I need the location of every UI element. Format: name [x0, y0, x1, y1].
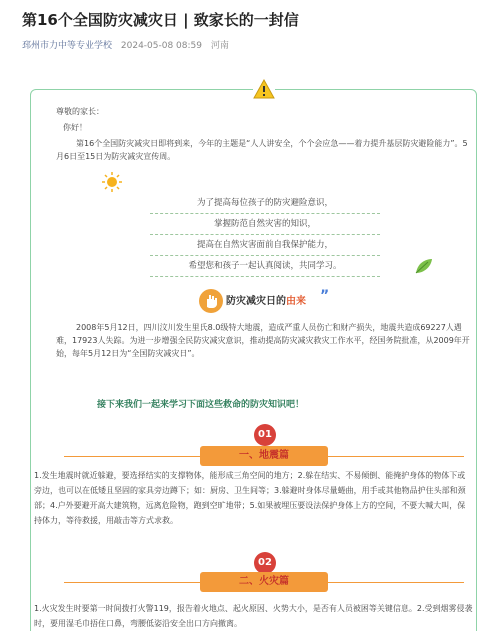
section-divider [64, 456, 200, 457]
learn-callout: 接下来我们一起来学习下面这些救命的防灾知识吧！ [97, 400, 305, 410]
section-title: 二、火灾篇 [200, 572, 328, 592]
section-divider [328, 456, 464, 457]
origin-text: 2008年5月12日，四川汶川发生里氏8.0级特大地震，造成严重人员伤亡和财产损失，地震共造成69227人遇难，17923人失踪。为进一步增强全民防灾减灾意识，推动提高防灾减灾救灾工作水平，经国务院批准，从2009年开始，每年5月12日为“全国防灾减灾日”。 [56, 323, 470, 358]
leaf-icon [414, 257, 434, 275]
letter-hello: 你好！ [63, 123, 87, 132]
article-meta [22, 38, 229, 51]
section-body: 1.火灾发生时要第一时间拨打火警119，报告着火地点、起火原因、火势大小，是否有人员被困等关键信息。2.受到烟雾侵袭时，要用湿毛巾捂住口鼻，弯腰低姿沿安全出口方向撤离。 [34, 604, 473, 628]
section-title: 一、地震篇 [200, 446, 328, 466]
publish-date: 2024-05-08 08:59 [120, 41, 202, 51]
origin-title-prefix: 防灾减灾日的 [226, 296, 286, 307]
poem-line: 掌握防范自然灾害的知识， [150, 216, 380, 235]
article-title: 第16个全国防灾减灾日 | 致家长的一封信 [22, 11, 299, 29]
poem-line: 为了提高每位孩子的防灾避险意识， [150, 195, 380, 214]
section-body: 1.发生地震时就近躲避，要选择结实的支撑物体，能形成三角空间的地方；2.躲在结实、不易倾倒、能掩护身体的物体下或旁边，也可以在低矮且坚固的家具旁边蹲下；如：厨房、卫生间等；3.躲避时身体尽量蜷曲，用手或其他物品护住头部和颈部；4.户外要避开高大建筑物，远离危险物，跑到空旷地带；5.如果被埋压要设法保护身体上方的空间，不要大喊大叫，保持体力，等待救援，用敲击等方式求救。 [34, 471, 466, 525]
letter-greeting: 尊敬的家长： [56, 107, 104, 116]
letter-intro: 第16个全国防灾减灾日即将到来，今年的主题是“人人讲安全，个个会应急——着力提升基层防灾避险能力”。5月6日至15日为防灾减灾宣传周。 [56, 139, 468, 161]
warning-icon [253, 79, 275, 99]
section-divider [64, 582, 200, 583]
sun-icon [101, 171, 123, 193]
hand-icon [199, 289, 223, 313]
quote-mark: ” [320, 288, 330, 304]
poem-line: 希望您和孩子一起认真阅读，共同学习。 [150, 258, 380, 277]
account-name-link[interactable]: 邳州市力中等专业学校 [22, 41, 113, 51]
poem-line: 提高在自然灾害面前自我保护能力， [150, 237, 380, 256]
origin-title-highlight: 由来 [286, 296, 306, 307]
section-number-badge: 02 [254, 552, 276, 574]
publish-location: 河南 [210, 41, 229, 51]
letter-poem [150, 195, 380, 279]
letter-card [30, 89, 477, 631]
origin-title [226, 292, 306, 307]
section-divider [328, 582, 464, 583]
section-number-badge: 01 [254, 424, 276, 446]
